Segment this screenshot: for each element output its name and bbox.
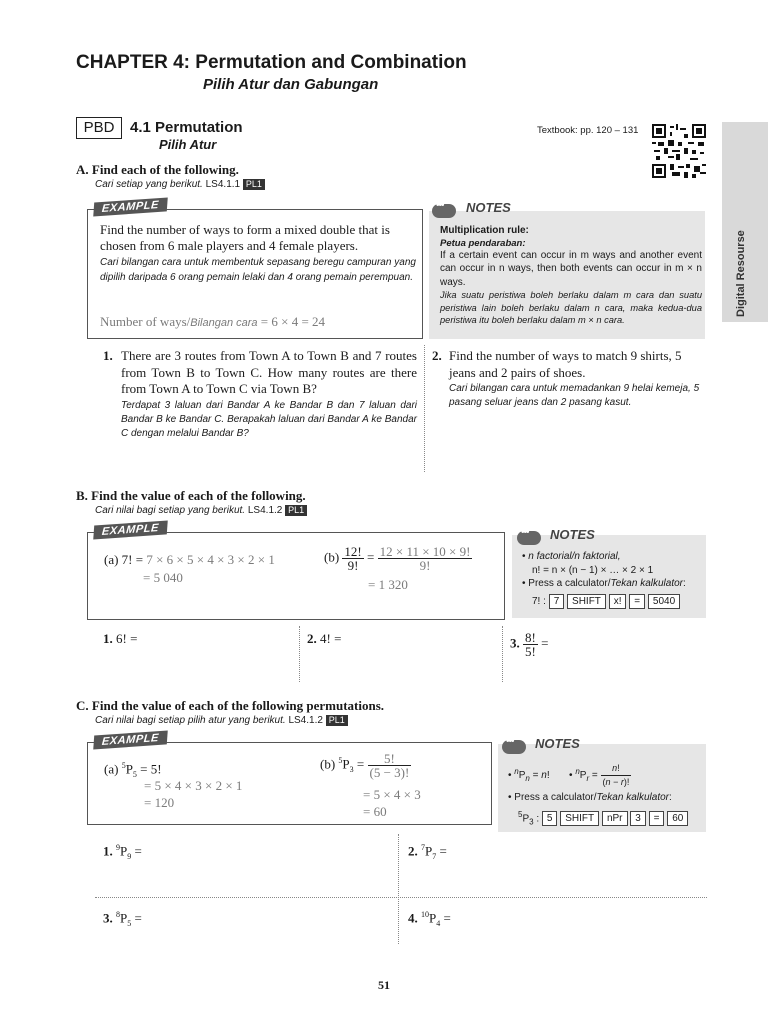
notes-calculator-ms: Tekan kalkulator [596, 792, 669, 803]
calc-prefix: 7! : [532, 595, 546, 607]
notes-factorial-formula: n! = n × (n − 1) × … × 2 × 1 [532, 564, 654, 576]
notes-text: If a certain event can occur in m ways and another event can occur in n ways, then both events can occur in m × n ways. [440, 249, 702, 288]
b-q3: 3. $\frac{8!}{5!}$ = [510, 630, 549, 659]
notes-calculator: Press a calculator/ [514, 792, 597, 803]
section-b-pl-badge: PL1 [285, 505, 307, 516]
section-c-notes-panel [498, 736, 706, 832]
frac-den: (5 − 3)! [369, 765, 410, 780]
b-q1: 1. 6! = [103, 631, 138, 646]
b-q1-text: 6! = [116, 631, 138, 646]
section-c-example-box [87, 732, 492, 825]
a-q1-text-ms: Terdapat 3 laluan dari Bandar A ke Bandar B dan 7 laluan dari Bandar B ke Bandar C. Berapakah laluan dari Bandar A ke Bandar C dengan melalui Bandar B? [121, 400, 417, 439]
calc-key: 7 [549, 594, 565, 609]
ex-b-b-label: (b) [324, 549, 340, 565]
a-q2-text: Find the number of ways to match 9 shirts, 5 jeans and 2 pairs of shoes. [449, 348, 682, 380]
notes-title: NOTES [535, 736, 580, 751]
example-tag: EXAMPLE [93, 730, 167, 749]
digital-resource-label: Digital Resourse [735, 230, 747, 317]
b-q2-text [307, 631, 341, 646]
calc-key: 5 [542, 811, 558, 826]
section-b-notes-panel [512, 527, 706, 618]
example-question: Find the number of ways to form a mixed double that is chosen from 6 male players and 4 female players. [100, 222, 390, 253]
section-b-example-box [87, 522, 505, 620]
ex-c-a-line2: = 5 × 4 × 3 × 2 × 1 [144, 778, 243, 793]
chapter-subtitle: Pilih Atur dan Gabungan [203, 76, 379, 93]
ex-c-b-line3: = 60 [363, 804, 387, 819]
notes-bubble-icon [432, 204, 456, 218]
expr-den: 9! [419, 558, 431, 573]
c-q2: 2. $^7P_7$ = [408, 843, 447, 861]
notes-title: NOTES [466, 200, 511, 215]
ex-c-b-fraction [368, 752, 412, 779]
ex-b-b: (b) $\frac{12!}{9!}$ = $\frac{12 \times 11 \times 10 \times 9!}{9!}$ [324, 544, 471, 573]
a-q2-text-ms: Cari bilangan cara untuk memadankan 9 helai kemeja, 5 pasang seluar jeans dan 2 pasang kasut. [449, 383, 700, 408]
page-number: 51 [378, 978, 390, 992]
b-q2-number: 2. [307, 631, 320, 646]
b-q2-expr: 4! = [320, 631, 342, 646]
calc-key: 60 [667, 811, 688, 826]
qr-code-icon[interactable] [652, 124, 706, 178]
notes-body: • $^nP_n = n$! • $^nP_r$ = $\frac{n!}{(n - r)!}$ • Press a calculator/Tekan kalkulator: $^5P_3$ : 5 SHIFT nPr 3 = 60 [508, 762, 704, 828]
c-q3-number: 3. [103, 910, 113, 926]
answer-value: = 6 × 4 = 24 [257, 314, 326, 329]
section-c-ls-code: LS4.1.2 [288, 715, 323, 727]
frac-num: 12! [344, 544, 362, 559]
c-q1-number: 1. [103, 843, 113, 859]
notes-text-ms: Jika suatu peristiwa boleh berlaku dalam m cara dan suatu peristiwa lain boleh berlaku dalam n cara, maka kedua-dua peristiwa itu boleh berlaku dalam m × n cara. [440, 290, 702, 325]
ex-c-a-label: (a) [104, 761, 119, 777]
ex-c-b-line2: = 5 × 4 × 3 [363, 787, 421, 802]
frac-den: 9! [347, 558, 359, 573]
textbook-ref: Textbook: pp. 120 – 131 [537, 125, 639, 136]
c-q4-number: 4. [408, 910, 418, 926]
chapter-title: CHAPTER 4: Permutation and Combination [76, 52, 467, 73]
c-q4: 4. $^{10}P_4$ = [408, 910, 451, 928]
ex-b-b-fraction [342, 545, 363, 572]
calc-key: x! [609, 594, 627, 609]
answer-label: Number of ways/ [100, 314, 191, 329]
c-divider-h [95, 897, 707, 898]
example-answer [100, 314, 325, 330]
notes-body [440, 224, 702, 327]
notes-rule: Multiplication rule: [440, 225, 529, 236]
b-divider-1 [299, 626, 300, 682]
calc-sequence: $^5P_3$ : 5 SHIFT nPr 3 = 60 [508, 808, 704, 829]
example-tag: EXAMPLE [93, 520, 167, 539]
b-q2 [307, 631, 341, 647]
notes-rule-ms: Petua pendaraban: [440, 237, 526, 249]
notes-calculator: Press a calculator/ [528, 578, 611, 589]
ex-b-a-label: (a) 7! = [104, 552, 147, 567]
ex-c-a: (a) $^5P_5 = 5$! [104, 761, 162, 779]
notes-factorial-ms: n faktorial, [574, 551, 621, 562]
section-a-subheading [95, 179, 265, 190]
notes-bubble-icon [502, 740, 526, 754]
c-q1: 1. $^9P_9$ = [103, 843, 142, 861]
section-a-heading: A. Find each of the following. [76, 162, 239, 177]
c-divider-v [398, 834, 399, 944]
section-subtitle: Pilih Atur [159, 137, 217, 152]
ex-b-a-expr: 7 × 6 × 5 × 4 × 3 × 2 × 1 [146, 552, 275, 567]
answer-label-ms: Bilangan cara [190, 317, 258, 329]
section-a-pl-badge: PL1 [243, 179, 265, 190]
section-b-subheading [95, 505, 307, 516]
example-tag: EXAMPLE [93, 197, 167, 216]
section-title: 4.1 Permutation [130, 119, 243, 136]
notes-factorial: n factorial/ [528, 551, 575, 562]
section-a-ls-code: LS4.1.1 [205, 179, 241, 191]
calc-key: SHIFT [567, 594, 606, 609]
example-question-ms: Cari bilangan cara untuk membentuk sepasang beregu campuran yang dipilih daripada 6 orang pemain lelaki dan 4 orang pemain perempuan. [100, 257, 416, 283]
frac-num: 5! [368, 752, 412, 766]
ex-b-a [104, 552, 275, 568]
calc-key: 3 [630, 811, 646, 826]
digital-resource-tab[interactable] [722, 122, 768, 322]
notes-calculator-ms: Tekan kalkulator [610, 578, 683, 589]
b-divider-2 [502, 626, 503, 682]
section-c-sub-text: Cari nilai bagi setiap pilih atur yang berikut. [95, 715, 286, 727]
section-c-subheading [95, 715, 348, 726]
a-q2-number: 2. [432, 348, 442, 363]
c-q3: 3. $^8P_5$ = [103, 910, 142, 928]
calc-key: = [649, 811, 665, 826]
calc-sequence [522, 594, 704, 609]
ex-b-b-expr [378, 545, 473, 572]
a-q1-number: 1. [103, 348, 113, 363]
calc-key: nPr [602, 811, 628, 826]
expr-num: 12 × 11 × 10 × 9! [379, 544, 471, 559]
notes-npr-formulas: • $^nP_n = n$! • $^nP_r$ = $\frac{n!}{(n - r)!}$ [508, 763, 630, 787]
notes-title: NOTES [550, 527, 595, 542]
section-c-heading: C. Find the value of each of the following permutations. [76, 698, 385, 713]
a-divider [424, 345, 425, 472]
pbd-badge: PBD [76, 117, 122, 139]
calc-key: = [629, 594, 645, 609]
section-a-sub-text: Cari setiap yang berikut. [95, 179, 203, 191]
b-q3-fraction [523, 631, 538, 658]
section-a-example-box [87, 199, 423, 339]
ex-c-a-line1: = 5! [140, 761, 162, 777]
ex-b-b-result: = 1 320 [368, 577, 408, 592]
frac-den: 5! [525, 644, 536, 659]
section-c-pl-badge: PL1 [326, 715, 348, 726]
notes-bubble-icon [517, 531, 541, 545]
b-q3-number: 3. [510, 635, 520, 651]
calc-key: SHIFT [560, 811, 599, 826]
a-q1-text: There are 3 routes from Town A to Town B and 7 routes from Town B to Town C. How many routes are there from Town A to Town C via Town B? [121, 348, 417, 396]
ex-c-b-label: (b) [320, 756, 336, 772]
frac-num: 8! [525, 630, 536, 645]
c-q2-number: 2. [408, 843, 418, 859]
ex-b-a-result: = 5 040 [143, 570, 183, 585]
section-a-notes-panel [429, 200, 705, 339]
notes-body: • n factorial/n faktorial, n! = n × (n − 1) × … × 2 × 1 • Press a calculator/Tekan kalkulator: 7! : 7 SHIFT x! = 5040 [522, 550, 704, 609]
section-b-ls-code: LS4.1.2 [247, 505, 283, 517]
section-b-sub-text: Cari nilai bagi setiap yang berikut. [95, 505, 246, 517]
ex-c-a-line3: = 120 [144, 795, 175, 810]
ex-c-b: (b) $^5P_3$ = $\frac{5!}{(5 - 3)!}$ [320, 751, 410, 780]
section-b-heading: B. Find the value of each of the following. [76, 488, 306, 503]
calc-key: 5040 [648, 594, 680, 609]
